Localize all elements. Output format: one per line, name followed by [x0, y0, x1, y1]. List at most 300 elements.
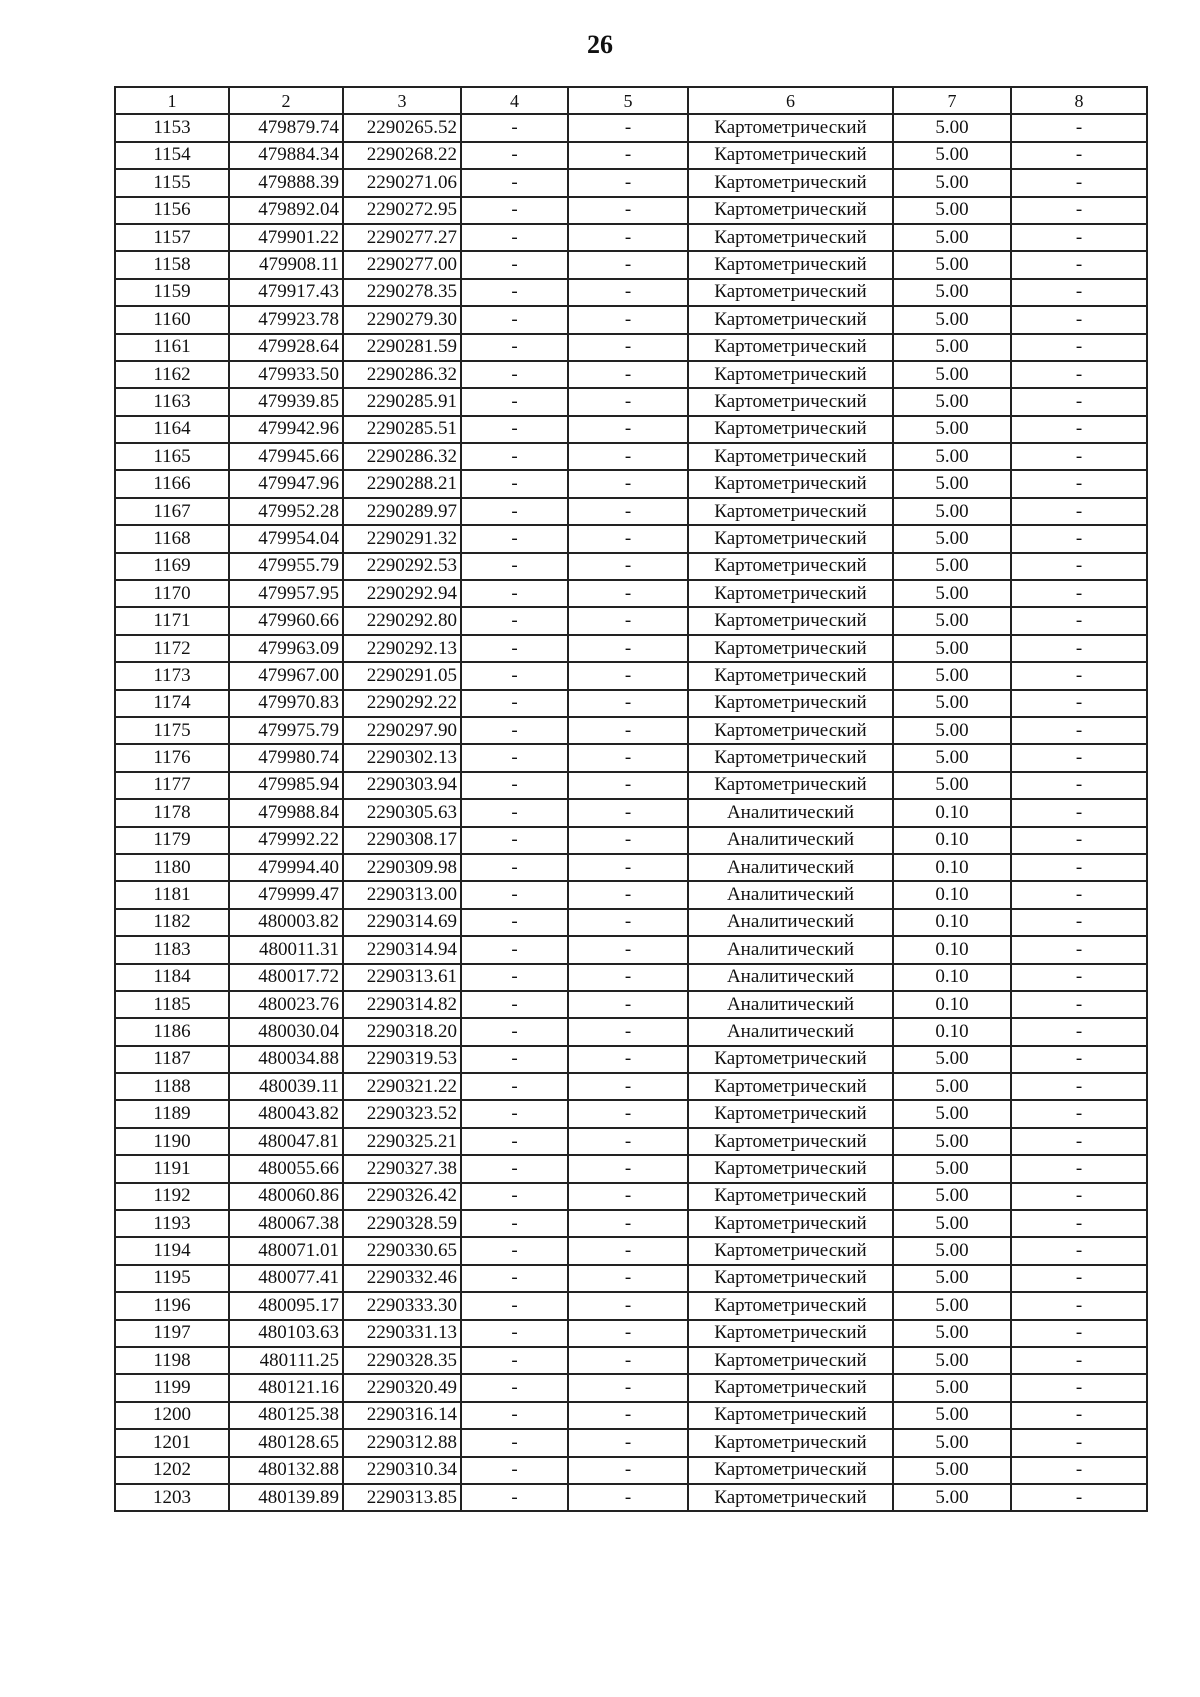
table-cell-col-8: - [1011, 1100, 1147, 1127]
table-cell-col-3: 2290305.63 [343, 799, 461, 826]
table-cell-col-1: 1199 [115, 1374, 229, 1401]
table-cell-col-3: 2290313.61 [343, 964, 461, 991]
table-cell-col-5: - [568, 1237, 688, 1264]
table-cell-col-1: 1185 [115, 991, 229, 1018]
table-cell-col-1: 1173 [115, 662, 229, 689]
table-cell-col-2: 480132.88 [229, 1457, 343, 1484]
table-cell-col-7: 5.00 [893, 197, 1011, 224]
table-cell-col-5: - [568, 416, 688, 443]
table-cell-col-6: Картометрический [688, 443, 893, 470]
table-cell-col-1: 1193 [115, 1210, 229, 1237]
table-cell-col-2: 479917.43 [229, 279, 343, 306]
table-cell-col-7: 5.00 [893, 744, 1011, 771]
table-cell-col-5: - [568, 1457, 688, 1484]
table-cell-col-6: Картометрический [688, 1128, 893, 1155]
table-cell-col-8: - [1011, 416, 1147, 443]
table-cell-col-5: - [568, 1347, 688, 1374]
table-cell-col-5: - [568, 114, 688, 141]
table-cell-col-6: Картометрический [688, 251, 893, 278]
table-cell-col-1: 1180 [115, 854, 229, 881]
table-cell-col-2: 480121.16 [229, 1374, 343, 1401]
table-cell-col-5: - [568, 580, 688, 607]
table-cell-col-2: 480047.81 [229, 1128, 343, 1155]
table-cell-col-6: Картометрический [688, 114, 893, 141]
table-cell-col-4: - [461, 635, 568, 662]
table-cell-col-3: 2290302.13 [343, 744, 461, 771]
table-cell-col-5: - [568, 964, 688, 991]
table-cell-col-4: - [461, 1155, 568, 1182]
table-cell-col-4: - [461, 306, 568, 333]
table-cell-col-1: 1174 [115, 690, 229, 717]
column-header-1: 1 [115, 87, 229, 114]
table-cell-col-8: - [1011, 1155, 1147, 1182]
table-cell-col-8: - [1011, 498, 1147, 525]
table-cell-col-8: - [1011, 964, 1147, 991]
table-cell-col-5: - [568, 744, 688, 771]
table-cell-col-1: 1163 [115, 388, 229, 415]
table-cell-col-4: - [461, 443, 568, 470]
table-cell-col-7: 5.00 [893, 1320, 1011, 1347]
column-header-6: 6 [688, 87, 893, 114]
table-cell-col-2: 480077.41 [229, 1265, 343, 1292]
table-cell-col-3: 2290277.00 [343, 251, 461, 278]
table-cell-col-2: 479923.78 [229, 306, 343, 333]
table-cell-col-7: 5.00 [893, 662, 1011, 689]
table-cell-col-6: Картометрический [688, 142, 893, 169]
table-cell-col-5: - [568, 717, 688, 744]
table-cell-col-6: Картометрический [688, 416, 893, 443]
table-cell-col-2: 479928.64 [229, 334, 343, 361]
table-cell-col-3: 2290278.35 [343, 279, 461, 306]
table-cell-col-1: 1181 [115, 881, 229, 908]
table-cell-col-2: 479901.22 [229, 224, 343, 251]
table-row [115, 525, 1147, 552]
table-cell-col-8: - [1011, 744, 1147, 771]
table-cell-col-4: - [461, 279, 568, 306]
table-cell-col-6: Картометрический [688, 1292, 893, 1319]
table-cell-col-1: 1175 [115, 717, 229, 744]
table-row [115, 361, 1147, 388]
table-cell-col-4: - [461, 607, 568, 634]
table-cell-col-6: Картометрический [688, 1484, 893, 1511]
table-cell-col-4: - [461, 169, 568, 196]
table-cell-col-3: 2290325.21 [343, 1128, 461, 1155]
table-row [115, 635, 1147, 662]
table-cell-col-1: 1202 [115, 1457, 229, 1484]
table-cell-col-4: - [461, 251, 568, 278]
table-cell-col-5: - [568, 224, 688, 251]
table-cell-col-2: 480003.82 [229, 909, 343, 936]
table-cell-col-8: - [1011, 827, 1147, 854]
table-cell-col-3: 2290333.30 [343, 1292, 461, 1319]
table-cell-col-6: Картометрический [688, 470, 893, 497]
table-cell-col-4: - [461, 525, 568, 552]
table-cell-col-8: - [1011, 635, 1147, 662]
table-cell-col-6: Картометрический [688, 197, 893, 224]
table-cell-col-2: 480060.86 [229, 1183, 343, 1210]
table-row [115, 744, 1147, 771]
table-cell-col-8: - [1011, 334, 1147, 361]
table-cell-col-3: 2290310.34 [343, 1457, 461, 1484]
table-cell-col-7: 5.00 [893, 1155, 1011, 1182]
table-row [115, 1320, 1147, 1347]
column-header-3: 3 [343, 87, 461, 114]
table-cell-col-2: 479960.66 [229, 607, 343, 634]
coordinates-table [114, 86, 1148, 1512]
table-cell-col-5: - [568, 443, 688, 470]
table-row [115, 580, 1147, 607]
table-cell-col-4: - [461, 881, 568, 908]
table-cell-col-6: Картометрический [688, 690, 893, 717]
table-cell-col-3: 2290289.97 [343, 498, 461, 525]
table-cell-col-4: - [461, 799, 568, 826]
table-cell-col-5: - [568, 1210, 688, 1237]
table-cell-col-7: 5.00 [893, 1429, 1011, 1456]
table-cell-col-5: - [568, 1402, 688, 1429]
table-cell-col-3: 2290314.94 [343, 936, 461, 963]
table-cell-col-7: 5.00 [893, 1374, 1011, 1401]
table-cell-col-8: - [1011, 1484, 1147, 1511]
table-cell-col-6: Картометрический [688, 1073, 893, 1100]
table-cell-col-6: Аналитический [688, 854, 893, 881]
table-cell-col-6: Картометрический [688, 306, 893, 333]
table-cell-col-5: - [568, 1018, 688, 1045]
table-cell-col-5: - [568, 1320, 688, 1347]
table-cell-col-6: Аналитический [688, 964, 893, 991]
table-cell-col-6: Картометрический [688, 1046, 893, 1073]
table-cell-col-5: - [568, 827, 688, 854]
table-cell-col-8: - [1011, 881, 1147, 908]
table-cell-col-1: 1170 [115, 580, 229, 607]
table-cell-col-1: 1186 [115, 1018, 229, 1045]
table-cell-col-5: - [568, 498, 688, 525]
table-cell-col-3: 2290297.90 [343, 717, 461, 744]
table-cell-col-6: Картометрический [688, 361, 893, 388]
table-cell-col-8: - [1011, 799, 1147, 826]
table-cell-col-2: 480011.31 [229, 936, 343, 963]
table-cell-col-2: 479970.83 [229, 690, 343, 717]
table-cell-col-2: 479939.85 [229, 388, 343, 415]
table-row [115, 1402, 1147, 1429]
table-cell-col-4: - [461, 1100, 568, 1127]
table-cell-col-1: 1195 [115, 1265, 229, 1292]
table-row [115, 1429, 1147, 1456]
table-cell-col-6: Аналитический [688, 827, 893, 854]
table-cell-col-4: - [461, 1347, 568, 1374]
table-cell-col-8: - [1011, 991, 1147, 1018]
table-cell-col-6: Картометрический [688, 525, 893, 552]
table-cell-col-4: - [461, 964, 568, 991]
table-cell-col-6: Картометрический [688, 1183, 893, 1210]
table-cell-col-3: 2290291.05 [343, 662, 461, 689]
table-cell-col-7: 0.10 [893, 799, 1011, 826]
table-cell-col-1: 1201 [115, 1429, 229, 1456]
table-row [115, 827, 1147, 854]
table-cell-col-2: 479955.79 [229, 553, 343, 580]
table-row [115, 991, 1147, 1018]
table-cell-col-5: - [568, 279, 688, 306]
table-cell-col-4: - [461, 909, 568, 936]
table-row [115, 1018, 1147, 1045]
table-cell-col-8: - [1011, 169, 1147, 196]
table-cell-col-6: Картометрический [688, 1457, 893, 1484]
table-cell-col-5: - [568, 936, 688, 963]
table-cell-col-3: 2290292.80 [343, 607, 461, 634]
table-cell-col-5: - [568, 361, 688, 388]
table-cell-col-7: 0.10 [893, 909, 1011, 936]
table-row [115, 607, 1147, 634]
table-cell-col-3: 2290288.21 [343, 470, 461, 497]
table-cell-col-4: - [461, 827, 568, 854]
table-row [115, 1046, 1147, 1073]
table-cell-col-6: Картометрический [688, 744, 893, 771]
table-cell-col-6: Аналитический [688, 909, 893, 936]
table-cell-col-1: 1182 [115, 909, 229, 936]
table-cell-col-7: 5.00 [893, 635, 1011, 662]
table-row [115, 964, 1147, 991]
table-row [115, 1100, 1147, 1127]
table-cell-col-7: 5.00 [893, 470, 1011, 497]
table-cell-col-6: Аналитический [688, 881, 893, 908]
column-header-2: 2 [229, 87, 343, 114]
table-cell-col-7: 5.00 [893, 361, 1011, 388]
table-cell-col-4: - [461, 1018, 568, 1045]
table-cell-col-7: 0.10 [893, 854, 1011, 881]
table-cell-col-3: 2290303.94 [343, 772, 461, 799]
table-cell-col-8: - [1011, 251, 1147, 278]
table-row [115, 717, 1147, 744]
table-cell-col-2: 479952.28 [229, 498, 343, 525]
table-cell-col-4: - [461, 1210, 568, 1237]
table-row [115, 114, 1147, 141]
table-cell-col-3: 2290285.91 [343, 388, 461, 415]
table-cell-col-7: 0.10 [893, 1018, 1011, 1045]
table-cell-col-5: - [568, 197, 688, 224]
table-cell-col-6: Картометрический [688, 498, 893, 525]
table-cell-col-4: - [461, 991, 568, 1018]
table-cell-col-1: 1153 [115, 114, 229, 141]
table-cell-col-1: 1162 [115, 361, 229, 388]
table-row [115, 197, 1147, 224]
table-cell-col-4: - [461, 1237, 568, 1264]
column-header-8: 8 [1011, 87, 1147, 114]
table-cell-col-6: Картометрический [688, 717, 893, 744]
table-cell-col-7: 5.00 [893, 553, 1011, 580]
table-row [115, 1128, 1147, 1155]
table-cell-col-6: Картометрический [688, 1402, 893, 1429]
table-row [115, 334, 1147, 361]
table-cell-col-8: - [1011, 607, 1147, 634]
table-cell-col-4: - [461, 1046, 568, 1073]
table-cell-col-6: Картометрический [688, 662, 893, 689]
table-cell-col-3: 2290313.85 [343, 1484, 461, 1511]
table-row [115, 1374, 1147, 1401]
table-cell-col-7: 5.00 [893, 224, 1011, 251]
table-body [115, 114, 1147, 1511]
table-cell-col-2: 480139.89 [229, 1484, 343, 1511]
table-cell-col-8: - [1011, 1046, 1147, 1073]
table-cell-col-3: 2290326.42 [343, 1183, 461, 1210]
table-cell-col-7: 0.10 [893, 936, 1011, 963]
table-cell-col-5: - [568, 1100, 688, 1127]
table-cell-col-7: 5.00 [893, 279, 1011, 306]
table-cell-col-1: 1176 [115, 744, 229, 771]
table-row [115, 854, 1147, 881]
table-cell-col-3: 2290312.88 [343, 1429, 461, 1456]
table-cell-col-1: 1200 [115, 1402, 229, 1429]
table-cell-col-8: - [1011, 690, 1147, 717]
table-cell-col-4: - [461, 580, 568, 607]
table-cell-col-4: - [461, 197, 568, 224]
table-cell-col-1: 1198 [115, 1347, 229, 1374]
table-cell-col-6: Картометрический [688, 635, 893, 662]
table-cell-col-1: 1155 [115, 169, 229, 196]
table-cell-col-7: 5.00 [893, 1046, 1011, 1073]
table-cell-col-6: Картометрический [688, 1374, 893, 1401]
table-row [115, 662, 1147, 689]
table-cell-col-7: 5.00 [893, 498, 1011, 525]
table-cell-col-3: 2290292.94 [343, 580, 461, 607]
table-row [115, 553, 1147, 580]
table-cell-col-8: - [1011, 772, 1147, 799]
table-cell-col-5: - [568, 909, 688, 936]
table-cell-col-8: - [1011, 553, 1147, 580]
table-cell-col-2: 479954.04 [229, 525, 343, 552]
table-cell-col-6: Картометрический [688, 1100, 893, 1127]
table-cell-col-2: 480128.65 [229, 1429, 343, 1456]
table-cell-col-6: Картометрический [688, 334, 893, 361]
table-cell-col-1: 1189 [115, 1100, 229, 1127]
table-cell-col-7: 5.00 [893, 1183, 1011, 1210]
table-cell-col-2: 479888.39 [229, 169, 343, 196]
table-cell-col-7: 5.00 [893, 142, 1011, 169]
table-cell-col-2: 479975.79 [229, 717, 343, 744]
table-cell-col-2: 479992.22 [229, 827, 343, 854]
table-cell-col-4: - [461, 854, 568, 881]
table-cell-col-3: 2290279.30 [343, 306, 461, 333]
table-cell-col-4: - [461, 1374, 568, 1401]
table-cell-col-8: - [1011, 1128, 1147, 1155]
table-row [115, 498, 1147, 525]
table-cell-col-2: 480039.11 [229, 1073, 343, 1100]
table-cell-col-7: 5.00 [893, 388, 1011, 415]
table-cell-col-1: 1188 [115, 1073, 229, 1100]
table-row [115, 1183, 1147, 1210]
table-cell-col-8: - [1011, 936, 1147, 963]
table-cell-col-8: - [1011, 279, 1147, 306]
table-cell-col-3: 2290327.38 [343, 1155, 461, 1182]
table-row [115, 1265, 1147, 1292]
table-cell-col-6: Аналитический [688, 936, 893, 963]
table-cell-col-3: 2290316.14 [343, 1402, 461, 1429]
table-row [115, 279, 1147, 306]
table-cell-col-5: - [568, 662, 688, 689]
table-cell-col-4: - [461, 1484, 568, 1511]
table-cell-col-8: - [1011, 525, 1147, 552]
table-cell-col-2: 480067.38 [229, 1210, 343, 1237]
table-cell-col-7: 5.00 [893, 443, 1011, 470]
table-cell-col-7: 5.00 [893, 1128, 1011, 1155]
table-cell-col-6: Картометрический [688, 580, 893, 607]
table-cell-col-4: - [461, 744, 568, 771]
table-row [115, 470, 1147, 497]
table-cell-col-7: 5.00 [893, 1457, 1011, 1484]
table-cell-col-3: 2290265.52 [343, 114, 461, 141]
table-cell-col-8: - [1011, 1457, 1147, 1484]
table-cell-col-6: Картометрический [688, 169, 893, 196]
table-cell-col-3: 2290285.51 [343, 416, 461, 443]
table-cell-col-2: 479879.74 [229, 114, 343, 141]
table-cell-col-3: 2290277.27 [343, 224, 461, 251]
table-cell-col-2: 480030.04 [229, 1018, 343, 1045]
table-cell-col-2: 479892.04 [229, 197, 343, 224]
table-cell-col-5: - [568, 635, 688, 662]
table-cell-col-7: 5.00 [893, 306, 1011, 333]
table-cell-col-8: - [1011, 361, 1147, 388]
table-cell-col-8: - [1011, 1018, 1147, 1045]
table-cell-col-4: - [461, 1320, 568, 1347]
table-cell-col-5: - [568, 772, 688, 799]
table-cell-col-5: - [568, 306, 688, 333]
table-cell-col-5: - [568, 388, 688, 415]
table-cell-col-8: - [1011, 1210, 1147, 1237]
table-cell-col-6: Картометрический [688, 553, 893, 580]
table-cell-col-1: 1156 [115, 197, 229, 224]
table-cell-col-8: - [1011, 1374, 1147, 1401]
table-cell-col-7: 5.00 [893, 1347, 1011, 1374]
table-cell-col-2: 480055.66 [229, 1155, 343, 1182]
table-row [115, 909, 1147, 936]
table-cell-col-2: 479957.95 [229, 580, 343, 607]
table-cell-col-8: - [1011, 1292, 1147, 1319]
table-cell-col-7: 5.00 [893, 1100, 1011, 1127]
table-cell-col-8: - [1011, 1183, 1147, 1210]
table-cell-col-7: 5.00 [893, 717, 1011, 744]
table-cell-col-4: - [461, 553, 568, 580]
table-cell-col-1: 1166 [115, 470, 229, 497]
table-cell-col-8: - [1011, 470, 1147, 497]
table-cell-col-6: Картометрический [688, 607, 893, 634]
table-cell-col-6: Аналитический [688, 991, 893, 1018]
table-cell-col-5: - [568, 169, 688, 196]
table-cell-col-2: 479980.74 [229, 744, 343, 771]
table-cell-col-3: 2290319.53 [343, 1046, 461, 1073]
table-cell-col-6: Картометрический [688, 1429, 893, 1456]
table-cell-col-1: 1161 [115, 334, 229, 361]
table-row [115, 1347, 1147, 1374]
table-row [115, 690, 1147, 717]
page-number: 26 [587, 30, 613, 59]
table-cell-col-3: 2290313.00 [343, 881, 461, 908]
table-cell-col-1: 1169 [115, 553, 229, 580]
table-row [115, 1155, 1147, 1182]
table-cell-col-6: Аналитический [688, 1018, 893, 1045]
table-row [115, 306, 1147, 333]
table-cell-col-7: 5.00 [893, 1484, 1011, 1511]
table-cell-col-2: 480017.72 [229, 964, 343, 991]
table-row [115, 936, 1147, 963]
table-row [115, 169, 1147, 196]
table-cell-col-7: 0.10 [893, 881, 1011, 908]
table-cell-col-6: Картометрический [688, 1265, 893, 1292]
table-cell-col-4: - [461, 224, 568, 251]
table-cell-col-5: - [568, 881, 688, 908]
table-cell-col-3: 2290286.32 [343, 361, 461, 388]
table-cell-col-1: 1154 [115, 142, 229, 169]
table-cell-col-1: 1184 [115, 964, 229, 991]
table-cell-col-2: 479967.00 [229, 662, 343, 689]
table-cell-col-2: 479884.34 [229, 142, 343, 169]
